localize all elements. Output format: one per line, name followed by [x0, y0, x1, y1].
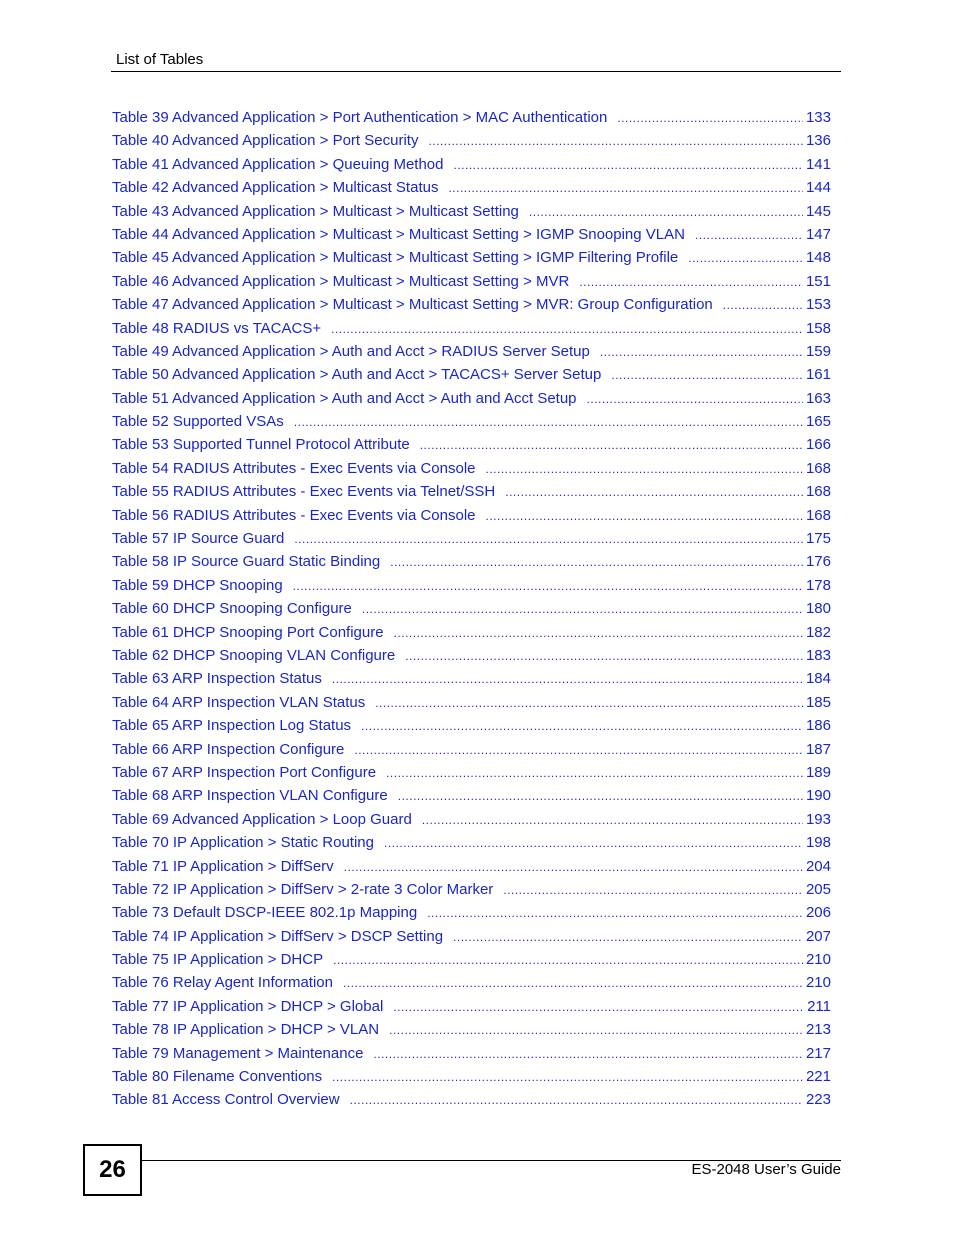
dot-leader: [505, 481, 803, 504]
dot-leader: [354, 739, 803, 762]
dot-leader: [579, 271, 803, 294]
toc-entry-link[interactable]: [112, 176, 831, 199]
toc-entry-page-number: 147: [805, 225, 831, 243]
dot-leader: [405, 645, 803, 668]
dot-leader: [293, 575, 803, 598]
toc-entry-label: Table 54 RADIUS Attributes - Exec Events via Console: [112, 459, 476, 477]
dot-leader: [386, 762, 803, 785]
toc-entry-page-number: 176: [805, 553, 831, 571]
dot-leader: [486, 505, 803, 528]
toc-entry-page-number: 186: [805, 717, 831, 735]
toc-entry-page-number: 205: [805, 880, 831, 898]
toc-entry-label: Table 61 DHCP Snooping Port Configure: [112, 623, 384, 641]
toc-entry-label: Table 70 IP Application > Static Routing: [112, 834, 374, 852]
toc-entry-page-number: 165: [805, 413, 831, 431]
toc-entry-page-number: 185: [805, 693, 831, 711]
dot-leader: [503, 879, 803, 902]
toc-entry-page-number: 193: [805, 810, 831, 828]
toc-entry-label: Table 73 Default DSCP-IEEE 802.1p Mapping: [112, 904, 418, 922]
toc-entry-link[interactable]: [112, 293, 831, 316]
dot-leader: [294, 528, 803, 551]
toc-entry-page-number: 168: [805, 506, 831, 524]
toc-entry-page-number: 210: [805, 974, 831, 992]
toc-entry-link[interactable]: [112, 270, 831, 293]
toc-entry-page-number: 206: [805, 904, 831, 922]
toc-entry-link[interactable]: [112, 667, 831, 690]
toc-entry-page-number: 204: [805, 857, 831, 875]
dot-leader: [695, 224, 803, 247]
toc-entry-page-number: 183: [805, 646, 831, 664]
toc-entry-page-number: 210: [805, 951, 831, 969]
toc-entry-page-number: 168: [805, 483, 831, 501]
dot-leader: [486, 458, 803, 481]
toc-entry-label: Table 56 RADIUS Attributes - Exec Events via Console: [112, 506, 476, 524]
toc-entry-label: Table 63 ARP Inspection Status: [112, 670, 322, 688]
toc-entry-label: Table 58 IP Source Guard Static Binding: [112, 553, 381, 571]
toc-entry-link[interactable]: [112, 948, 831, 971]
toc-entry-label: Table 55 RADIUS Attributes - Exec Events via Telnet/SSH: [112, 483, 496, 501]
toc-entry-label: Table 42 Advanced Application > Multicast Status: [112, 179, 439, 197]
dot-leader: [529, 201, 803, 224]
dot-leader: [389, 1019, 803, 1042]
toc-entry-label: Table 77 IP Application > DHCP > Global: [112, 997, 384, 1015]
toc-entry-link[interactable]: [112, 200, 831, 223]
toc-entry-link[interactable]: [112, 831, 831, 854]
dot-leader: [362, 598, 803, 621]
toc-entry-link[interactable]: [112, 784, 831, 807]
toc-entry-label: Table 71 IP Application > DiffServ: [112, 857, 334, 875]
toc-entry-link[interactable]: [112, 995, 831, 1018]
toc-entry-label: Table 43 Advanced Application > Multicast > Multicast Setting: [112, 202, 519, 220]
dot-leader: [723, 294, 803, 317]
dot-leader: [332, 668, 803, 691]
toc-entry-page-number: 141: [805, 155, 831, 173]
dot-leader: [375, 692, 803, 715]
toc-entry-link[interactable]: [112, 761, 831, 784]
toc-entry-link[interactable]: [112, 433, 831, 456]
toc-entry-label: Table 44 Advanced Application > Multicast > Multicast Setting > IGMP Snooping VLAN: [112, 225, 685, 243]
toc-entry-page-number: 180: [805, 600, 831, 618]
toc-entry-label: Table 59 DHCP Snooping: [112, 576, 283, 594]
dot-leader: [422, 809, 803, 832]
dot-leader: [420, 434, 803, 457]
toc-entry-link[interactable]: [112, 597, 831, 620]
toc-entry-page-number: 213: [805, 1021, 831, 1039]
toc-entry-label: Table 78 IP Application > DHCP > VLAN: [112, 1021, 380, 1039]
dot-leader: [587, 388, 803, 411]
toc-entry-page-number: 151: [805, 272, 831, 290]
dot-leader: [454, 154, 803, 177]
toc-entry-label: Table 48 RADIUS vs TACACS+: [112, 319, 322, 337]
toc-entry-link[interactable]: [112, 621, 831, 644]
toc-entry-page-number: 178: [805, 576, 831, 594]
toc-entry-page-number: 133: [805, 109, 831, 126]
toc-entry-page-number: 221: [805, 1068, 831, 1086]
toc-entry-label: Table 50 Advanced Application > Auth and Acct > TACACS+ Server Setup: [112, 366, 602, 384]
toc-entry-link[interactable]: [112, 574, 831, 597]
toc-entry-label: Table 76 Relay Agent Information: [112, 974, 333, 992]
dot-leader: [398, 785, 803, 808]
dot-leader: [611, 364, 803, 387]
toc-entry-link[interactable]: [112, 527, 831, 550]
toc-entry-page-number: 144: [805, 179, 831, 197]
toc-entry-label: Table 67 ARP Inspection Port Configure: [112, 763, 377, 781]
dot-leader: [600, 341, 803, 364]
toc-entry-link[interactable]: [112, 410, 831, 433]
toc-entry-page-number: 182: [805, 623, 831, 641]
toc-entry-label: Table 68 ARP Inspection VLAN Configure: [112, 787, 388, 805]
toc-entry-link[interactable]: [112, 504, 831, 527]
toc-entry-label: Table 66 ARP Inspection Configure: [112, 740, 345, 758]
dot-leader: [294, 411, 803, 434]
toc-entry-page-number: 168: [805, 459, 831, 477]
toc-entry-label: Table 46 Advanced Application > Multicast > Multicast Setting > MVR: [112, 272, 570, 290]
toc-entry-link[interactable]: [112, 1088, 831, 1111]
toc-entry-page-number: 184: [805, 670, 831, 688]
toc-entry-page-number: 198: [805, 834, 831, 852]
toc-entry-page-number: 159: [805, 342, 831, 360]
toc-entry-label: Table 75 IP Application > DHCP: [112, 951, 324, 969]
toc-entry-page-number: 148: [805, 249, 831, 267]
toc-entry-label: Table 53 Supported Tunnel Protocol Attribute: [112, 436, 410, 454]
dot-leader: [390, 551, 803, 574]
toc-entry-page-number: 207: [805, 927, 831, 945]
dot-leader: [343, 972, 803, 995]
dot-leader: [688, 247, 803, 270]
toc-entry-link[interactable]: [112, 644, 831, 667]
toc-entry-link[interactable]: [112, 714, 831, 737]
toc-entry-label: Table 51 Advanced Application > Auth and Acct > Auth and Acct Setup: [112, 389, 577, 407]
toc-entry-label: Table 80 Filename Conventions: [112, 1068, 323, 1086]
toc-entry-link[interactable]: [112, 106, 831, 129]
toc-entry-link[interactable]: [112, 1042, 831, 1065]
toc-entry-link[interactable]: [112, 340, 831, 363]
toc-entry-link[interactable]: [112, 363, 831, 386]
dot-leader: [332, 1066, 803, 1089]
toc-entry-label: Table 62 DHCP Snooping VLAN Configure: [112, 646, 396, 664]
dot-leader: [373, 1043, 803, 1066]
toc-entry-page-number: 190: [805, 787, 831, 805]
toc-entry-link[interactable]: [112, 691, 831, 714]
dot-leader: [427, 902, 803, 925]
dot-leader: [331, 318, 803, 341]
toc-entry-label: Table 47 Advanced Application > Multicast > Multicast Setting > MVR: Group Configuration: [112, 296, 713, 314]
dot-leader: [448, 177, 803, 200]
toc-entry-page-number: 217: [805, 1044, 831, 1062]
toc-entry-page-number: 211: [807, 997, 831, 1015]
toc-entry-link[interactable]: [112, 808, 831, 831]
toc-entry-page-number: 223: [805, 1091, 831, 1109]
toc-entry-link[interactable]: [112, 878, 831, 901]
toc-entry-page-number: 175: [805, 530, 831, 548]
toc-entry-link[interactable]: [112, 925, 831, 948]
toc-entry-page-number: 158: [805, 319, 831, 337]
dot-leader: [333, 949, 803, 972]
toc-entry-link[interactable]: [112, 153, 831, 176]
toc-entry-page-number: 189: [805, 763, 831, 781]
dot-leader: [428, 130, 803, 153]
dot-leader: [344, 856, 803, 879]
toc-entry-link[interactable]: [112, 550, 831, 573]
toc-entry-link[interactable]: [112, 901, 831, 924]
toc-entry-label: Table 41 Advanced Application > Queuing Method: [112, 155, 444, 173]
toc-entry-label: Table 57 IP Source Guard: [112, 530, 285, 548]
toc-entry-link[interactable]: [112, 387, 831, 410]
toc-entry-label: Table 40 Advanced Application > Port Security: [112, 132, 419, 150]
toc-entry-label: Table 79 Management > Maintenance: [112, 1044, 364, 1062]
toc-entry-page-number: 187: [805, 740, 831, 758]
dot-leader: [617, 107, 803, 130]
toc-entry-page-number: 166: [805, 436, 831, 454]
toc-entry-link[interactable]: [112, 129, 831, 152]
toc-entry-page-number: 161: [805, 366, 831, 384]
toc-entry-label: Table 74 IP Application > DiffServ > DSCP Setting: [112, 927, 444, 945]
toc-entry-label: Table 65 ARP Inspection Log Status: [112, 717, 352, 735]
toc-entry-label: Table 72 IP Application > DiffServ > 2-rate 3 Color Marker: [112, 880, 494, 898]
dot-leader: [361, 715, 803, 738]
toc-entry-label: Table 69 Advanced Application > Loop Guard: [112, 810, 412, 828]
header-divider: [111, 71, 841, 72]
toc-entry-label: Table 81 Access Control Overview: [112, 1091, 340, 1109]
toc-entry-label: Table 52 Supported VSAs: [112, 413, 284, 431]
dot-leader: [453, 926, 803, 949]
toc-entry-page-number: 153: [805, 296, 831, 314]
toc-entry-link[interactable]: [112, 223, 831, 246]
dot-leader: [350, 1089, 803, 1112]
toc-entry-link[interactable]: [112, 1065, 831, 1088]
page-header-title: List of Tables: [116, 51, 204, 68]
toc-entry-link[interactable]: [112, 246, 831, 269]
toc-entry-label: Table 45 Advanced Application > Multicast > Multicast Setting > IGMP Filtering Profile: [112, 249, 679, 267]
dot-leader: [394, 622, 803, 645]
toc-entry-label: Table 64 ARP Inspection VLAN Status: [112, 693, 366, 711]
dot-leader: [384, 832, 803, 855]
page-number-box: 26: [83, 1144, 142, 1196]
list-of-tables: [112, 106, 831, 1112]
toc-entry-link[interactable]: [112, 317, 831, 340]
toc-entry-label: Table 60 DHCP Snooping Configure: [112, 600, 352, 618]
toc-entry-link[interactable]: [112, 855, 831, 878]
toc-entry-page-number: 163: [805, 389, 831, 407]
toc-entry-link[interactable]: [112, 738, 831, 761]
toc-entry-link[interactable]: [112, 971, 831, 994]
dot-leader: [393, 996, 804, 1019]
toc-entry-label: Table 49 Advanced Application > Auth and Acct > RADIUS Server Setup: [112, 342, 590, 360]
guide-title: ES-2048 User’s Guide: [691, 1161, 841, 1178]
toc-entry-link[interactable]: [112, 457, 831, 480]
toc-entry-label: Table 39 Advanced Application > Port Authentication > MAC Authentication: [112, 109, 608, 126]
toc-entry-link[interactable]: [112, 480, 831, 503]
toc-entry-page-number: 136: [805, 132, 831, 150]
toc-entry-link[interactable]: [112, 1018, 831, 1041]
toc-entry-page-number: 145: [805, 202, 831, 220]
